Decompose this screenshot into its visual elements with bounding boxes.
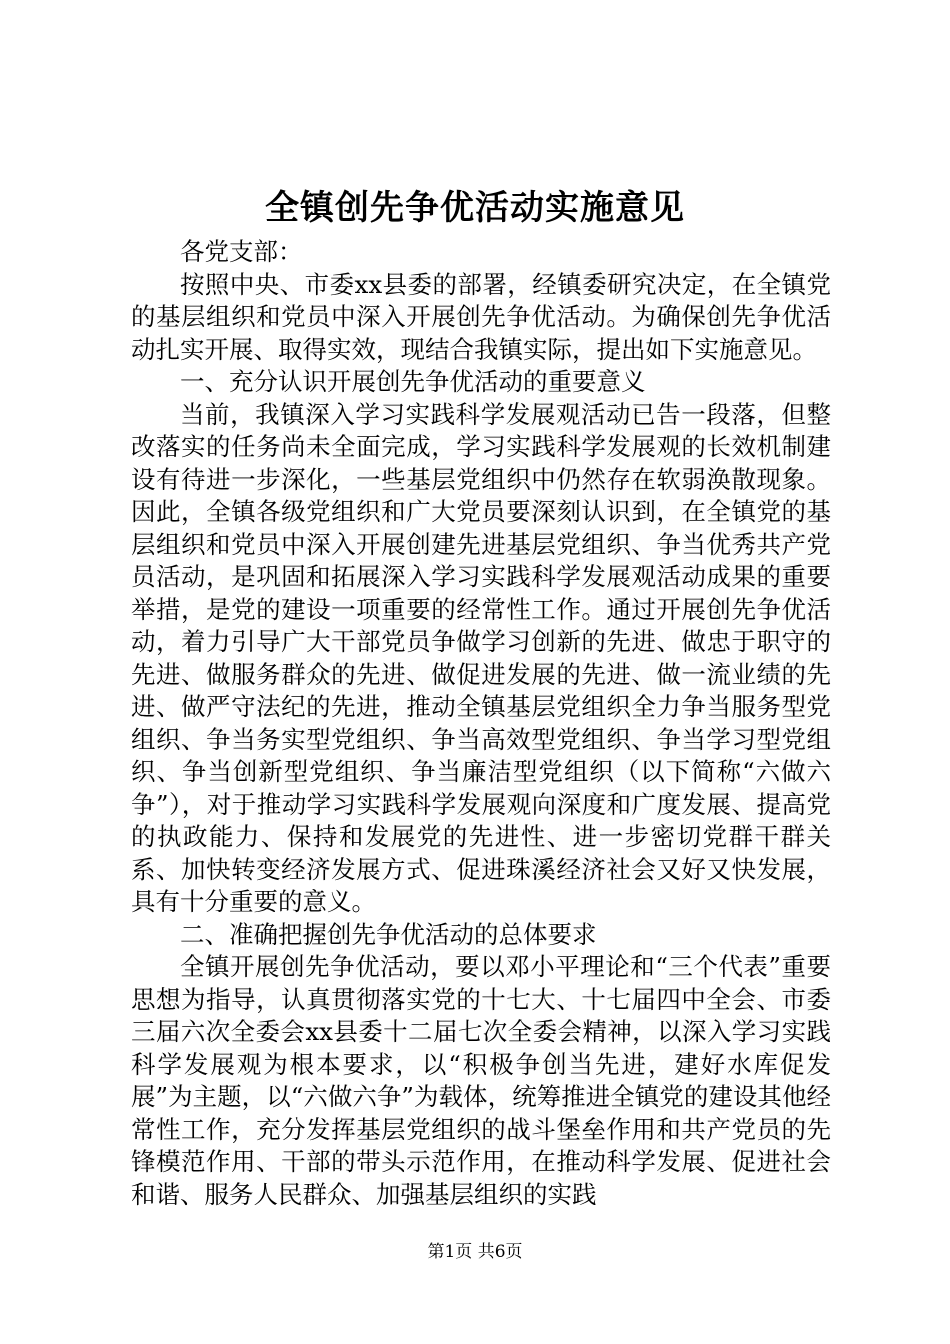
paragraph-section-1: 当前，我镇深入学习实践科学发展观活动已告一段落，但整改落实的任务尚未全面完成，学习实践科学发展观的长效机制建设有待进一步深化，一些基层党组织中仍然存在软弱涣散现象。因此，全镇各级党组织和广大党员要深刻认识到，在全镇党的基层组织和党员中深入开展创建先进基层党组织、争当优秀共产党员活动，是巩固和拓展深入学习实践科学发展观活动成果的重要举措，是党的建设一项重要的经常性工作。通过开展创先争优活动，着力引导广大干部党员争做学习创新的先进、做忠于职守的先进、做服务群众的先进、做促进发展的先进、做一流业绩的先进、做严守法纪的先进，推动全镇基层党组织全力争当服务型党组织、争当务实型党组织、争当高效型党组织、争当学习型党组织、争当创新型党组织、争当廉洁型党组织（以下简称“六做六争”），对于推动学习实践科学发展观向深度和广度发展、提高党的执政能力、保持和发展党的先进性、进一步密切党群干群关系、加快转变经济发展方式、促进珠溪经济社会又好又快发展，具有十分重要的意义。 [131,399,831,916]
section-heading-1: 一、充分认识开展创先争优活动的重要意义 [180,367,646,396]
section-heading-2: 二、准确把握创先争优活动的总体要求 [180,919,597,949]
document-title: 全镇创先争优活动实施意见 [265,188,685,228]
salutation: 各党支部： [180,237,303,266]
paragraph-intro: 按照中央、市委xx县委的部署，经镇委研究决定，在全镇党的基层组织和党员中深入开展创先争优活动。为确保创先争优活动扎实开展、取得实效，现结合我镇实际，提出如下实施意见。 [131,269,831,364]
paragraph-section-2: 全镇开展创先争优活动，要以邓小平理论和“三个代表”重要思想为指导，认真贯彻落实党的十七大、十七届四中全会、市委三届六次全委会xx县委十二届七次全委会精神，以深入学习实践科学发展观为根本要求，以“积极争创当先进，建好水库促发展”为主题，以“六做六争”为载体，统筹推进全镇党的建设其他经常性工作，充分发挥基层党组织的战斗堡垒作用和共产党员的先锋模范作用、干部的带头示范作用，在推动科学发展、促进社会和谐、服务人民群众、加强基层组织的实践 [131,952,831,1209]
document-body [131,236,831,1211]
page-number-footer: 第1页 共6页 [427,1242,523,1262]
